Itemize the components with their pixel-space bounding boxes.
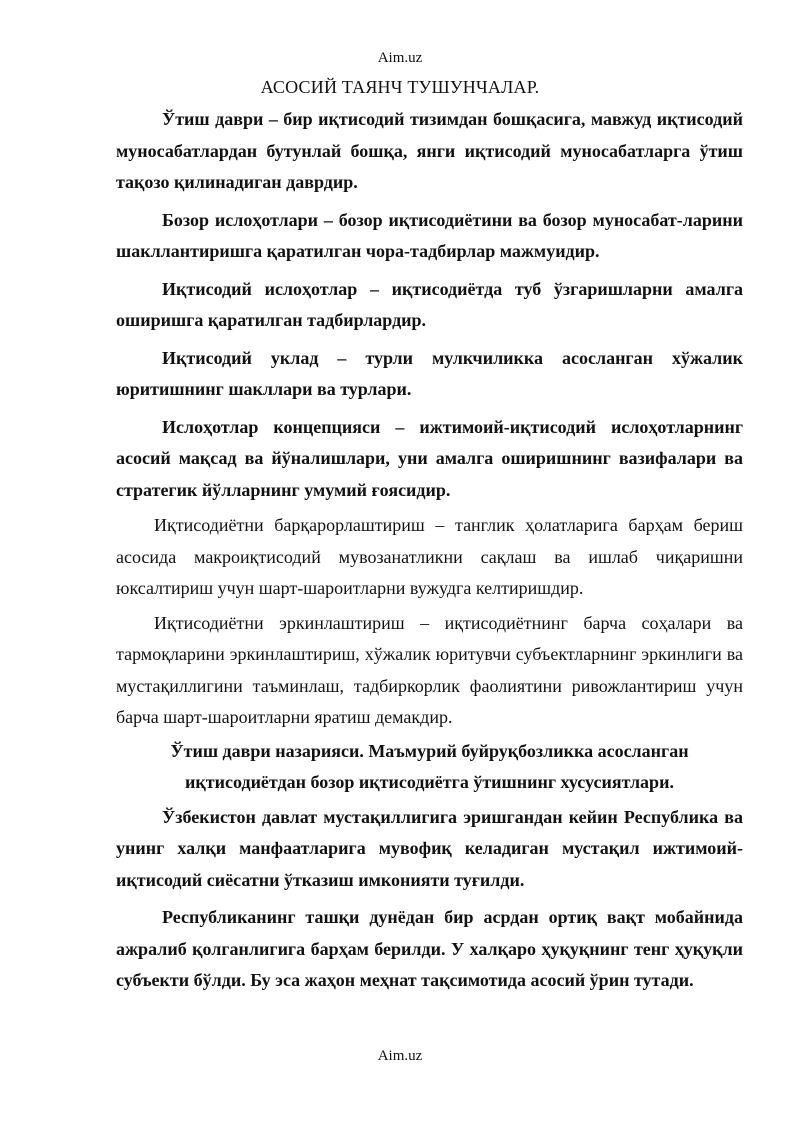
- definition-paragraph: Иқтисодий уклад – турли мулкчиликка асосланган хўжалик юритишнинг шакллари ва турлари.: [116, 347, 743, 399]
- definition-paragraph: Иқтисодиётни барқарорлаштириш – танглик ҳолатларига барҳам бериш асосида макроиқтисодий мувозанатликни сақлаш ва ишлаб чиқаришни юксалтириш учун шарт-шароитларни вужудга келтиришдир.: [116, 515, 743, 598]
- section-heading-line: Ўтиш даври назарияси. Маъмурий буйруқбозликка асосланган: [170, 740, 689, 761]
- page-footer-site: Aim.uz: [377, 1048, 423, 1064]
- page-header-site: Aim.uz: [377, 50, 423, 66]
- section-heading: [116, 736, 743, 799]
- section-paragraph: Республиканинг ташқи дунёдан бир асрдан ортиқ вақт мобайнида ажралиб қолганлигига барҳам берилди. У халқаро ҳуқуқнинг тенг ҳуқуқли субъекти бўлди. Бу эса жаҳон меҳнат тақсимотида асосий ўрин тутади.: [116, 907, 743, 990]
- definition-paragraph: Ўтиш даври – бир иқтисодий тизимдан бошқасига, мавжуд иқтисодий муносабатлардан бутунлай бошқа, янги иқтисодий муносабатларга ўтиш тақозо қилинадиган даврдир.: [116, 109, 743, 192]
- definition-paragraph: Иқтисодиётни эркинлаштириш – иқтисодиётнинг барча соҳалари ва тармоқларини эркинлаштириш, хўжалик юритувчи субъектларнинг эркинлиги ва мустақиллигини таъминлаш, тадбиркорлик фаолиятини ривожлантириш учун барча шарт-шароитларни яратиш демакдир.: [116, 612, 743, 727]
- definition-paragraph: Иқтисодий ислоҳотлар – иқтисодиётда туб ўзгаришларни амалга оширишга қаратилган тадбирлардир.: [116, 278, 743, 330]
- document-body: [116, 104, 743, 997]
- document-title: АСОСИЙ ТАЯНЧ ТУШУНЧАЛАР.: [260, 77, 540, 97]
- section-heading-line: иқтисодиётдан бозор иқтисодиётга ўтишнинг хусусиятлари.: [185, 772, 674, 792]
- section-paragraph: Ўзбекистон давлат мустақиллигига эришгандан кейин Республика ва унинг халқи манфаатларига мувофиқ келадиган мустақил ижтимоий-иқтисодий сиёсатни ўтказиш имконияти туғилди.: [116, 806, 743, 890]
- definition-paragraph: Бозор ислоҳотлари – бозор иқтисодиётини ва бозор муносабат-ларини шакллантиришга қаратилган чора-тадбирлар мажмуидир.: [116, 209, 743, 261]
- definition-paragraph: Ислоҳотлар концепцияси – ижтимоий-иқтисодий ислоҳотларнинг асосий мақсад ва йўналишлари, уни амалга оширишнинг вазифалари ва стратегик йўлларнинг умумий ғоясидир.: [116, 416, 743, 500]
